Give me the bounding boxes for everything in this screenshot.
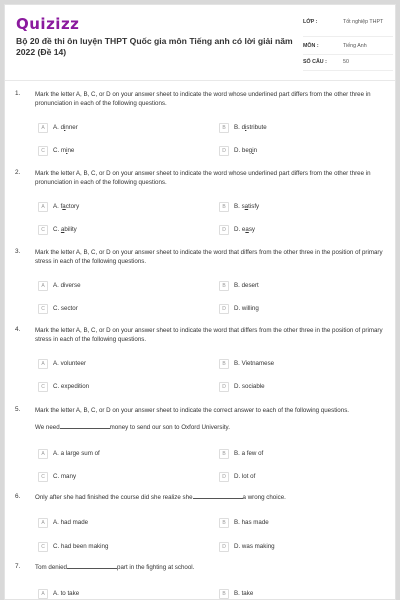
option-text-pre: C. many bbox=[53, 473, 77, 480]
option-letter-badge: B bbox=[219, 202, 229, 212]
option-text bbox=[53, 590, 79, 597]
page-title: Bộ 20 đề thi ôn luyện THPT Quốc gia môn Tiếng anh có lời giải năm 2022 (Đề 14) bbox=[16, 36, 293, 57]
meta-key: MÔN : bbox=[303, 43, 319, 49]
answer-option-a[interactable] bbox=[38, 123, 188, 135]
stem-text-after: money to send our son to Oxford University. bbox=[109, 424, 230, 431]
option-letter-badge: B bbox=[219, 589, 229, 599]
option-text-pre: A. a large sum of bbox=[53, 450, 100, 457]
option-text-pre: A. f bbox=[53, 203, 63, 210]
option-text bbox=[53, 305, 78, 312]
option-letter-badge: B bbox=[219, 518, 229, 528]
answer-option-b[interactable] bbox=[219, 202, 369, 214]
meta-row-count bbox=[303, 57, 393, 71]
header-divider bbox=[5, 80, 396, 81]
option-letter-badge: D bbox=[219, 472, 229, 482]
quizizz-logo: Quizizz bbox=[16, 15, 80, 33]
option-text-pre: B. take bbox=[234, 590, 254, 597]
option-letter-badge: B bbox=[219, 449, 229, 459]
answer-option-c[interactable] bbox=[38, 472, 188, 484]
option-letter-badge: B bbox=[219, 359, 229, 369]
option-text-post: n bbox=[253, 147, 258, 154]
answer-option-c[interactable] bbox=[38, 146, 188, 158]
question-number: 7. bbox=[15, 563, 21, 570]
question-instruction: Mark the letter A, B, C, or D on your answer sheet to indicate the word whose underlined part differs from the other three in pronunciation in each of the following questions. bbox=[35, 170, 371, 186]
option-text-pre: A. volunteer bbox=[53, 360, 87, 367]
option-text bbox=[53, 203, 79, 210]
option-text-pre: C. had been making bbox=[53, 543, 109, 550]
option-letter-badge: A bbox=[38, 449, 48, 459]
underlined-part: i bbox=[66, 147, 68, 154]
stem-text-before: Tom denied bbox=[35, 564, 67, 571]
option-text bbox=[53, 226, 77, 233]
option-letter-badge: C bbox=[38, 382, 48, 392]
option-letter-badge: B bbox=[219, 123, 229, 133]
option-text-pre: B. d bbox=[234, 124, 246, 131]
option-text bbox=[234, 226, 255, 233]
answer-option-c[interactable] bbox=[38, 542, 188, 554]
option-text bbox=[234, 147, 257, 154]
stem-text-before: We need bbox=[35, 424, 60, 431]
question-instruction: Mark the letter A, B, C, or D on your answer sheet to indicate the correct answer to each of the following questions. bbox=[35, 407, 350, 414]
option-text bbox=[234, 305, 259, 312]
meta-row-subject bbox=[303, 41, 393, 55]
answer-option-d[interactable] bbox=[219, 225, 369, 237]
option-letter-badge: C bbox=[38, 146, 48, 156]
option-text bbox=[53, 147, 74, 154]
question-number: 5. bbox=[15, 406, 21, 413]
question-number: 3. bbox=[15, 248, 21, 255]
option-letter-badge: D bbox=[219, 542, 229, 552]
option-text-pre: D. beg bbox=[234, 147, 253, 154]
option-text-pre: C. expedition bbox=[53, 383, 90, 390]
question-stem bbox=[35, 563, 393, 572]
option-text-pre: A. diverse bbox=[53, 282, 81, 289]
option-text-pre: B. has made bbox=[234, 519, 269, 526]
question-instruction: Mark the letter A, B, C, or D on your answer sheet to indicate the word whose underlined part differs from the other three in pronunciation in each of the following questions. bbox=[35, 91, 371, 107]
option-text-pre: A. to take bbox=[53, 590, 80, 597]
option-text bbox=[53, 360, 86, 367]
answer-option-d[interactable] bbox=[219, 542, 369, 554]
option-letter-badge: D bbox=[219, 382, 229, 392]
question-number: 4. bbox=[15, 326, 21, 333]
worksheet-page bbox=[4, 4, 396, 600]
option-text-pre: A. d bbox=[53, 124, 65, 131]
option-text-pre: A. had made bbox=[53, 519, 89, 526]
underlined-part: i bbox=[245, 124, 247, 131]
meta-row-class bbox=[303, 17, 393, 37]
option-text-pre: B. desert bbox=[234, 282, 259, 289]
question-stem bbox=[35, 493, 393, 502]
option-letter-badge: D bbox=[219, 146, 229, 156]
option-text-post: sy bbox=[248, 226, 255, 233]
question-instruction: Mark the letter A, B, C, or D on your answer sheet to indicate the word that differs from the other three in the position of primary stress in each of the following questions. bbox=[35, 249, 383, 265]
underlined-part: a bbox=[60, 226, 65, 233]
worksheet-header bbox=[5, 5, 396, 75]
option-letter-badge: C bbox=[38, 225, 48, 235]
option-text bbox=[53, 519, 88, 526]
meta-key: LỚP : bbox=[303, 19, 318, 25]
option-text-pre: D. sociable bbox=[234, 383, 265, 390]
option-text bbox=[234, 450, 263, 457]
option-text-pre: D. was making bbox=[234, 543, 275, 550]
option-letter-badge: D bbox=[219, 304, 229, 314]
option-text-post: bility bbox=[64, 226, 77, 233]
answer-option-a[interactable] bbox=[38, 589, 188, 600]
answer-option-b[interactable] bbox=[219, 123, 369, 135]
option-text bbox=[234, 543, 275, 550]
underlined-part: a bbox=[244, 203, 249, 210]
option-text bbox=[53, 543, 108, 550]
answer-option-a[interactable] bbox=[38, 202, 188, 214]
option-text bbox=[53, 383, 89, 390]
option-text-pre: C. bbox=[53, 226, 61, 233]
option-text-post: ctory bbox=[65, 203, 80, 210]
option-letter-badge: B bbox=[219, 281, 229, 291]
option-text-post: ne bbox=[67, 147, 75, 154]
option-letter-badge: D bbox=[219, 225, 229, 235]
question-number: 6. bbox=[15, 493, 21, 500]
option-text-pre: D. e bbox=[234, 226, 246, 233]
meta-value: Tiếng Anh bbox=[343, 43, 367, 49]
answer-option-b[interactable] bbox=[219, 518, 369, 530]
stem-text-before: Only after she had finished the course did she realize she bbox=[35, 494, 193, 501]
option-letter-badge: A bbox=[38, 589, 48, 599]
answer-option-a[interactable] bbox=[38, 518, 188, 530]
answer-option-a[interactable] bbox=[38, 281, 188, 293]
meta-table bbox=[303, 17, 393, 71]
option-text-post: tisfy bbox=[248, 203, 260, 210]
option-text bbox=[234, 590, 253, 597]
option-text-pre: C. sector bbox=[53, 305, 78, 312]
answer-option-d[interactable] bbox=[219, 382, 369, 394]
option-text-post: nner bbox=[65, 124, 78, 131]
meta-value: Tốt nghiệp THPT bbox=[343, 19, 384, 25]
answer-option-b[interactable] bbox=[219, 589, 369, 600]
option-text bbox=[234, 203, 259, 210]
option-text bbox=[234, 519, 269, 526]
option-text bbox=[53, 124, 78, 131]
question-stem bbox=[35, 423, 393, 432]
answer-option-b[interactable] bbox=[219, 449, 369, 461]
option-letter-badge: C bbox=[38, 542, 48, 552]
option-text bbox=[53, 473, 76, 480]
answer-blank bbox=[193, 493, 243, 499]
question-number: 2. bbox=[15, 169, 21, 176]
option-letter-badge: A bbox=[38, 202, 48, 212]
option-text bbox=[234, 124, 267, 131]
option-text-pre: D. willing bbox=[234, 305, 259, 312]
option-letter-badge: C bbox=[38, 304, 48, 314]
underlined-part: a bbox=[245, 226, 249, 233]
answer-blank bbox=[60, 423, 110, 429]
option-letter-badge: A bbox=[38, 518, 48, 528]
meta-key: SỐ CÂU : bbox=[303, 59, 327, 65]
option-text-pre: B. Vietnamese bbox=[234, 360, 275, 367]
stem-text-after: a wrong choice. bbox=[242, 494, 286, 501]
option-text bbox=[53, 450, 100, 457]
option-text-post: stribute bbox=[246, 124, 267, 131]
underlined-part: i bbox=[64, 124, 66, 131]
answer-option-d[interactable] bbox=[219, 146, 369, 158]
option-text-pre: D. lot of bbox=[234, 473, 256, 480]
meta-value: 50 bbox=[343, 59, 349, 65]
option-text-pre: B. s bbox=[234, 203, 245, 210]
option-text bbox=[234, 473, 255, 480]
answer-option-b[interactable] bbox=[219, 359, 369, 371]
answer-option-d[interactable] bbox=[219, 304, 369, 316]
answer-option-c[interactable] bbox=[38, 382, 188, 394]
question-number: 1. bbox=[15, 90, 21, 97]
answer-option-c[interactable] bbox=[38, 304, 188, 316]
option-text bbox=[234, 282, 259, 289]
option-letter-badge: A bbox=[38, 359, 48, 369]
stem-text-after: part in the fighting at school. bbox=[117, 564, 195, 571]
answer-option-d[interactable] bbox=[219, 472, 369, 484]
answer-option-b[interactable] bbox=[219, 281, 369, 293]
underlined-part: i bbox=[252, 147, 254, 154]
option-text-pre: B. a few of bbox=[234, 450, 264, 457]
answer-option-c[interactable] bbox=[38, 225, 188, 237]
option-text bbox=[234, 360, 274, 367]
option-letter-badge: C bbox=[38, 472, 48, 482]
option-letter-badge: A bbox=[38, 123, 48, 133]
answer-option-a[interactable] bbox=[38, 359, 188, 371]
answer-blank bbox=[67, 563, 117, 569]
question-instruction: Mark the letter A, B, C, or D on your answer sheet to indicate the word that differs from the other three in the position of primary stress in each of the following questions. bbox=[35, 327, 383, 343]
option-text bbox=[234, 383, 265, 390]
answer-option-a[interactable] bbox=[38, 449, 188, 461]
underlined-part: a bbox=[62, 203, 66, 210]
option-text bbox=[53, 282, 81, 289]
option-letter-badge: A bbox=[38, 281, 48, 291]
option-text-pre: C. m bbox=[53, 147, 67, 154]
